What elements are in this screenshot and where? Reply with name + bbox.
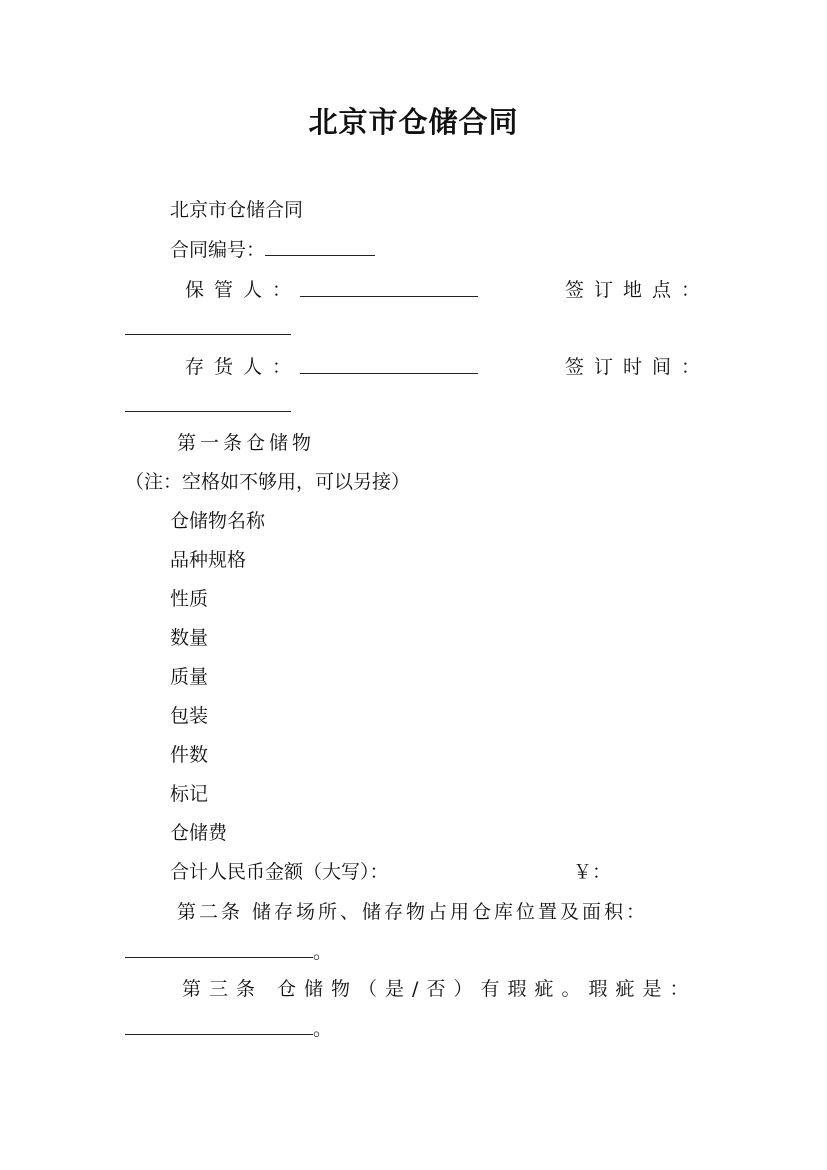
article2: 第二条 储存场所、储存物占用仓库位置及面积： [177, 901, 649, 923]
field-name: 仓储物名称 [170, 510, 266, 532]
field-nature: 性质 [170, 588, 209, 610]
article3-period: 。 [313, 1018, 333, 1040]
article3-answer-row [125, 1016, 332, 1041]
article3-blank[interactable] [125, 1016, 313, 1035]
sign-time-blank[interactable] [125, 393, 291, 412]
field-spec: 品种规格 [170, 549, 247, 571]
custodian-blank[interactable] [300, 278, 478, 297]
article1-title: 第一条仓储物 [177, 432, 316, 454]
contract-number-blank[interactable] [265, 237, 375, 256]
document-title: 北京市仓储合同 [308, 105, 519, 139]
sign-time-row [125, 393, 291, 418]
field-storage-fee: 仓储费 [170, 822, 228, 844]
subtitle: 北京市仓储合同 [170, 199, 304, 221]
field-quantity: 数量 [170, 627, 209, 649]
depositor-row [300, 355, 478, 380]
sign-place-blank[interactable] [125, 316, 291, 335]
total-amount-label: 合计人民币金额（大写）： [170, 861, 389, 883]
field-packaging: 包装 [170, 705, 209, 727]
article2-period: 。 [313, 941, 333, 963]
sign-place-label: 签订地点： [565, 279, 711, 301]
sign-place-row [125, 316, 291, 341]
depositor-label: 存货人： [185, 356, 302, 378]
custodian-row [300, 278, 478, 303]
contract-number-row [170, 237, 375, 262]
field-pieces: 件数 [170, 744, 209, 766]
field-quality: 质量 [170, 666, 209, 688]
article3: 第三条 仓储物（是/否）有瑕疵。瑕疵是： [182, 978, 697, 1000]
article1-note: （注：空格如不够用，可以另接） [125, 471, 411, 493]
depositor-blank[interactable] [300, 355, 478, 374]
article2-blank[interactable] [125, 939, 313, 958]
article2-answer-row [125, 939, 332, 964]
field-marks: 标记 [170, 783, 209, 805]
yuan-label: ￥： [573, 861, 612, 883]
custodian-label: 保管人： [185, 279, 302, 301]
sign-time-label: 签订时间： [565, 356, 711, 378]
contract-number-label: 合同编号： [170, 239, 266, 261]
